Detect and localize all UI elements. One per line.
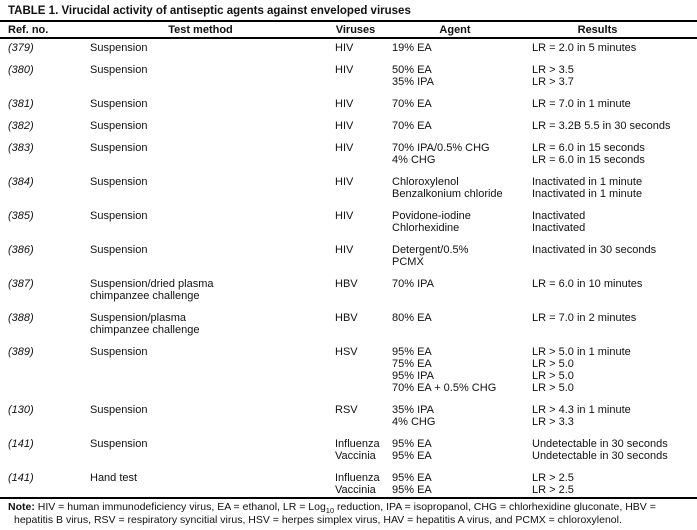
cell-ref-no-line: (385) — [8, 210, 34, 222]
cell-results-line: LR > 3.7 — [532, 76, 574, 88]
cell-results-line: LR > 2.5 — [532, 484, 574, 496]
cell-agent-line: Chlorhexidine — [392, 222, 460, 234]
cell-ref-no — [8, 244, 90, 268]
footnote-text-before-subscript: HIV = human immunodeficiency virus, EA = ethanol, LR = Log — [34, 501, 326, 513]
cell-results-line: Undetectable in 30 seconds — [532, 450, 668, 462]
table-header-row — [8, 24, 689, 36]
cell-test-method — [90, 176, 335, 200]
cell-results-line: LR > 3.3 — [532, 416, 574, 428]
cell-test-method-line: Suspension/dried plasma — [90, 278, 214, 290]
column-header-test-method: Test method — [168, 24, 233, 36]
cell-results-line: LR > 5.0 in 1 minute — [532, 346, 631, 358]
cell-ref-no — [8, 42, 90, 54]
cell-viruses — [335, 346, 392, 394]
cell-ref-no — [8, 210, 90, 234]
cell-agent-line: 35% IPA — [392, 76, 434, 88]
cell-test-method-line: Suspension — [90, 98, 148, 110]
cell-viruses-line: RSV — [335, 404, 358, 416]
cell-agent-line: 95% EA — [392, 450, 432, 462]
cell-test-method-line: Suspension — [90, 404, 148, 416]
cell-viruses-line: HIV — [335, 98, 354, 110]
cell-ref-no-line: (382) — [8, 120, 34, 132]
column-header-ref-no: Ref. no. — [8, 24, 49, 36]
cell-test-method-line: Suspension — [90, 176, 148, 188]
cell-agent — [392, 278, 532, 302]
cell-ref-no — [8, 472, 90, 496]
cell-agent — [392, 438, 532, 462]
cell-test-method — [90, 312, 335, 336]
cell-agent — [392, 42, 532, 54]
bottom-rule — [0, 497, 697, 499]
cell-test-method-line: Suspension — [90, 64, 148, 76]
cell-test-method-line: Suspension — [90, 120, 148, 132]
cell-agent-line: PCMX — [392, 256, 424, 268]
table-row — [8, 142, 689, 166]
cell-viruses-line: Vaccinia — [335, 450, 376, 462]
cell-ref-no-line: (386) — [8, 244, 34, 256]
cell-test-method-line: chimpanzee challenge — [90, 290, 200, 302]
cell-viruses-line: Vaccinia — [335, 484, 376, 496]
table-row — [8, 210, 689, 234]
cell-ref-no-line: (141) — [8, 472, 34, 484]
cell-viruses-line: HIV — [335, 42, 354, 54]
cell-ref-no-line: (388) — [8, 312, 34, 324]
cell-agent — [392, 120, 532, 132]
cell-agent — [392, 210, 532, 234]
cell-results — [532, 42, 689, 54]
table-title: TABLE 1. Virucidal activity of antiseptic agents against enveloped viruses — [8, 5, 411, 17]
cell-viruses — [335, 438, 392, 462]
table-row — [8, 120, 689, 132]
cell-agent-line: 70% IPA — [392, 278, 434, 290]
cell-results-line: LR = 6.0 in 10 minutes — [532, 278, 643, 290]
cell-agent-line: 70% IPA/0.5% CHG — [392, 142, 490, 154]
cell-results — [532, 98, 689, 110]
cell-agent — [392, 64, 532, 88]
title-rule — [0, 20, 697, 22]
table-body — [8, 42, 689, 496]
cell-results-line: LR = 6.0 in 15 seconds — [532, 142, 645, 154]
cell-agent — [392, 244, 532, 268]
cell-agent-line: 80% EA — [392, 312, 432, 324]
cell-agent — [392, 142, 532, 166]
table-row — [8, 312, 689, 336]
cell-results — [532, 176, 689, 200]
table-row — [8, 176, 689, 200]
cell-agent — [392, 312, 532, 336]
table-row — [8, 42, 689, 54]
cell-agent-line: 50% EA — [392, 64, 432, 76]
cell-viruses — [335, 98, 392, 110]
cell-test-method-line: Suspension — [90, 210, 148, 222]
cell-test-method — [90, 98, 335, 110]
cell-agent — [392, 404, 532, 428]
table-row — [8, 346, 689, 394]
cell-ref-no — [8, 64, 90, 88]
cell-results-line: LR > 4.3 in 1 minute — [532, 404, 631, 416]
cell-test-method — [90, 438, 335, 462]
cell-viruses — [335, 142, 392, 166]
cell-results-line: LR = 2.0 in 5 minutes — [532, 42, 637, 54]
header-rule — [0, 37, 697, 39]
cell-viruses — [335, 210, 392, 234]
cell-viruses — [335, 472, 392, 496]
cell-results — [532, 142, 689, 166]
table-row — [8, 278, 689, 302]
column-header-agent: Agent — [439, 24, 471, 36]
cell-viruses — [335, 244, 392, 268]
cell-results — [532, 312, 689, 336]
cell-viruses-line: HIV — [335, 64, 354, 76]
cell-test-method — [90, 404, 335, 428]
cell-agent-line: 95% EA — [392, 346, 432, 358]
table-row — [8, 404, 689, 428]
cell-ref-no-line: (141) — [8, 438, 34, 450]
cell-results-line: LR > 5.0 — [532, 358, 574, 370]
cell-ref-no — [8, 98, 90, 110]
cell-agent — [392, 98, 532, 110]
cell-agent-line: Benzalkonium chloride — [392, 188, 503, 200]
cell-agent-line: 75% EA — [392, 358, 432, 370]
cell-agent-line: 70% EA — [392, 120, 432, 132]
footnote-subscript: 10 — [325, 506, 335, 516]
cell-test-method — [90, 346, 335, 394]
cell-results — [532, 210, 689, 234]
cell-agent-line: Povidone-iodine — [392, 210, 471, 222]
cell-ref-no — [8, 346, 90, 394]
cell-results — [532, 120, 689, 132]
cell-ref-no-line: (383) — [8, 142, 34, 154]
cell-agent — [392, 176, 532, 200]
cell-test-method-line: Hand test — [90, 472, 138, 484]
cell-agent-line: 4% CHG — [392, 416, 436, 428]
cell-results-line: LR > 3.5 — [532, 64, 574, 76]
cell-ref-no — [8, 438, 90, 462]
cell-test-method — [90, 142, 335, 166]
cell-test-method — [90, 244, 335, 268]
cell-results — [532, 346, 689, 394]
cell-test-method-line: Suspension — [90, 142, 148, 154]
cell-results-line: LR = 7.0 in 1 minute — [532, 98, 631, 110]
cell-ref-no-line: (379) — [8, 42, 34, 54]
cell-agent-line: 95% EA — [392, 472, 432, 484]
column-header-results: Results — [577, 24, 618, 36]
cell-viruses — [335, 176, 392, 200]
cell-viruses-line: HIV — [335, 120, 354, 132]
cell-viruses-line: HBV — [335, 278, 358, 290]
cell-results-line: LR > 5.0 — [532, 370, 574, 382]
cell-viruses-line: HIV — [335, 210, 354, 222]
table-row — [8, 98, 689, 110]
cell-viruses-line: HSV — [335, 346, 358, 358]
cell-agent-line: 70% EA + 0.5% CHG — [392, 382, 497, 394]
cell-viruses-line: HIV — [335, 244, 354, 256]
cell-test-method — [90, 278, 335, 302]
cell-ref-no-line: (381) — [8, 98, 34, 110]
cell-results-line: LR > 2.5 — [532, 472, 574, 484]
cell-test-method-line: Suspension — [90, 42, 148, 54]
cell-viruses — [335, 404, 392, 428]
cell-agent-line: 95% EA — [392, 438, 432, 450]
cell-viruses-line: Influenza — [335, 472, 380, 484]
cell-results — [532, 244, 689, 268]
column-header-viruses: Viruses — [335, 24, 376, 36]
cell-agent-line: 4% CHG — [392, 154, 436, 166]
cell-test-method-line: Suspension — [90, 346, 148, 358]
cell-viruses-line: HIV — [335, 176, 354, 188]
cell-ref-no — [8, 142, 90, 166]
cell-results-line: LR = 3.2B 5.5 in 30 seconds — [532, 120, 671, 132]
table-row — [8, 64, 689, 88]
cell-test-method — [90, 210, 335, 234]
cell-results-line: Inactivated in 1 minute — [532, 176, 643, 188]
footnote-label: Note: — [8, 501, 35, 513]
cell-agent — [392, 346, 532, 394]
cell-agent — [392, 472, 532, 496]
cell-test-method — [90, 42, 335, 54]
cell-test-method-line: Suspension — [90, 244, 148, 256]
cell-agent-line: 19% EA — [392, 42, 432, 54]
cell-ref-no — [8, 312, 90, 336]
cell-agent-line: 95% IPA — [392, 370, 434, 382]
cell-viruses-line: Influenza — [335, 438, 380, 450]
cell-viruses — [335, 42, 392, 54]
cell-results-line: LR > 5.0 — [532, 382, 574, 394]
cell-results — [532, 472, 689, 496]
cell-test-method — [90, 120, 335, 132]
cell-viruses — [335, 312, 392, 336]
cell-results-line: Inactivated in 30 seconds — [532, 244, 657, 256]
cell-results — [532, 278, 689, 302]
cell-results-line: Undetectable in 30 seconds — [532, 438, 668, 450]
cell-results-line: Inactivated — [532, 210, 586, 222]
cell-agent-line: 35% IPA — [392, 404, 434, 416]
cell-ref-no — [8, 176, 90, 200]
cell-ref-no-line: (380) — [8, 64, 34, 76]
table-row — [8, 244, 689, 268]
cell-ref-no-line: (387) — [8, 278, 34, 290]
cell-agent-line: Detergent/0.5% — [392, 244, 469, 256]
cell-ref-no-line: (389) — [8, 346, 34, 358]
cell-agent-line: Chloroxylenol — [392, 176, 459, 188]
cell-viruses — [335, 120, 392, 132]
cell-ref-no — [8, 404, 90, 428]
cell-results — [532, 64, 689, 88]
footnote-text-after-subscript: reduction, IPA = isopropanol, CHG = chlorhexidine gluconate, HBV = hepatitis B virus, RSV = respiratory syncitial virus, HSV = herpes simplex virus, HAV = hepatitis A virus, and PCMX = chloroxylenol. — [14, 501, 656, 526]
cell-results — [532, 438, 689, 462]
cell-results-line: LR = 6.0 in 15 seconds — [532, 154, 645, 166]
cell-test-method — [90, 472, 335, 496]
cell-test-method — [90, 64, 335, 88]
cell-results-line: Inactivated — [532, 222, 586, 234]
table-row — [8, 438, 689, 462]
cell-results-line: LR = 7.0 in 2 minutes — [532, 312, 637, 324]
cell-viruses — [335, 278, 392, 302]
cell-viruses — [335, 64, 392, 88]
cell-agent-line: 70% EA — [392, 98, 432, 110]
cell-viruses-line: HBV — [335, 312, 358, 324]
cell-test-method-line: Suspension — [90, 438, 148, 450]
footnote — [8, 501, 689, 526]
table-row — [8, 472, 689, 496]
cell-results — [532, 404, 689, 428]
cell-results-line: Inactivated in 1 minute — [532, 188, 643, 200]
cell-viruses-line: HIV — [335, 142, 354, 154]
cell-test-method-line: Suspension/plasma — [90, 312, 187, 324]
cell-ref-no — [8, 120, 90, 132]
cell-ref-no-line: (130) — [8, 404, 34, 416]
cell-ref-no — [8, 278, 90, 302]
cell-agent-line: 95% EA — [392, 484, 432, 496]
cell-ref-no-line: (384) — [8, 176, 34, 188]
cell-test-method-line: chimpanzee challenge — [90, 324, 200, 336]
